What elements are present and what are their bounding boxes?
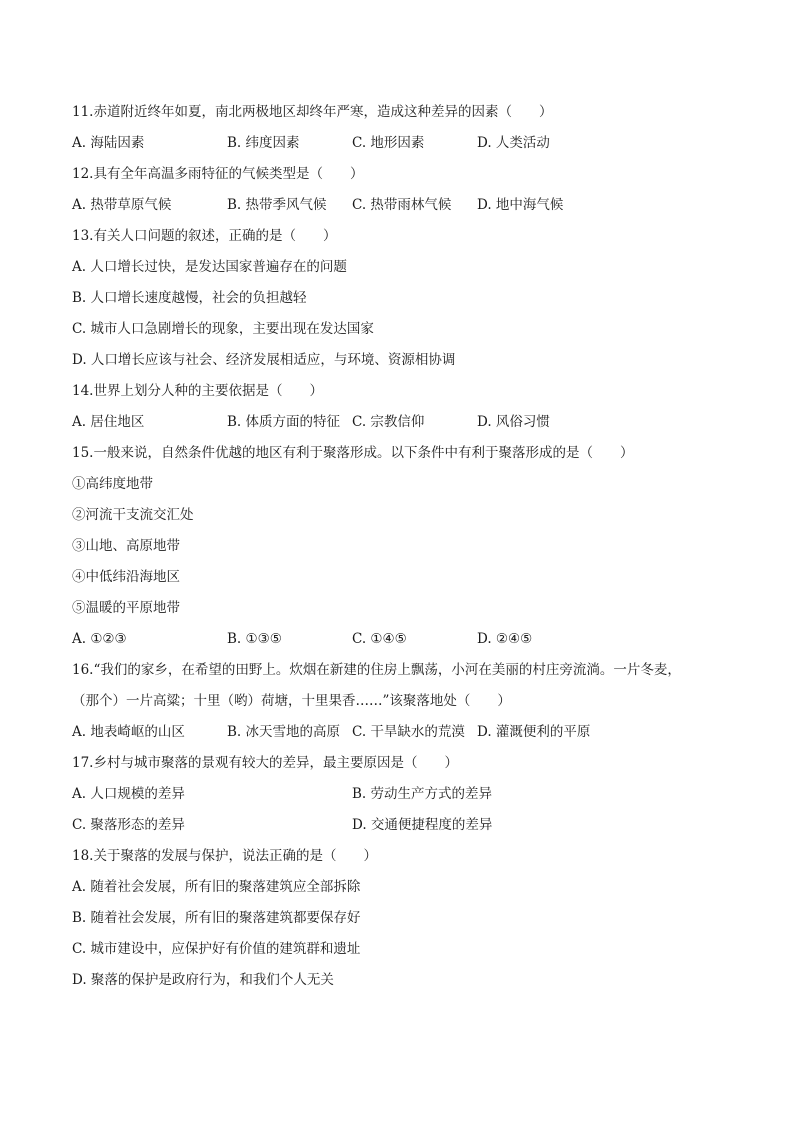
question-15-option-c: C. ①④⑤ — [352, 631, 407, 647]
question-11-stem: 11.赤道附近终年如夏，南北两极地区却终年严寒，造成这种差异的因素（ ） — [72, 104, 553, 120]
question-12-stem: 12.具有全年高温多雨特征的气候类型是（ ） — [72, 166, 364, 182]
question-13-option-d: D. 人口增长应该与社会、经济发展相适应，与环境、资源相协调 — [72, 352, 456, 368]
question-13-option-c: C. 城市人口急剧增长的现象，主要出现在发达国家 — [72, 321, 374, 337]
question-15-item-1: ①高纬度地带 — [72, 476, 153, 492]
question-17-option-c: C. 聚落形态的差异 — [72, 817, 185, 833]
question-16-stem-continued: （那个）一片高粱；十里（哟）荷塘，十里果香……”该聚落地处（ ） — [72, 693, 511, 709]
question-15-option-b: B. ①③⑤ — [227, 631, 282, 647]
question-18-option-a: A. 随着社会发展，所有旧的聚落建筑应全部拆除 — [72, 879, 361, 895]
question-11-option-c: C. 地形因素 — [352, 135, 425, 151]
question-12-option-b: B. 热带季风气候 — [227, 197, 327, 213]
question-14-option-b: B. 体质方面的特征 — [227, 414, 341, 430]
question-16-option-b: B. 冰天雪地的高原 — [227, 724, 341, 740]
question-15-options — [72, 624, 732, 655]
question-12-option-c: C. 热带雨林气候 — [352, 197, 452, 213]
question-15-stem: 15.一般来说，自然条件优越的地区有利于聚落形成。以下条件中有利于聚落形成的是（ ） — [72, 445, 634, 461]
question-16-stem: 16.“我们的家乡，在希望的田野上。炊烟在新建的住房上飘荡，小河在美丽的村庄旁流淌。一片冬麦， — [72, 662, 681, 678]
question-13-stem: 13.有关人口问题的叙述，正确的是（ ） — [72, 228, 337, 244]
question-16-option-a: A. 地表崎岖的山区 — [72, 724, 185, 740]
question-18-option-d: D. 聚落的保护是政府行为，和我们个人无关 — [72, 972, 334, 988]
question-15-item-4: ④中低纬沿海地区 — [72, 569, 180, 585]
question-17-option-d: D. 交通便捷程度的差异 — [352, 817, 493, 833]
question-18-option-b: B. 随着社会发展，所有旧的聚落建筑都要保存好 — [72, 910, 361, 926]
question-12-options — [72, 190, 732, 221]
question-11-option-b: B. 纬度因素 — [227, 135, 300, 151]
question-15-option-d: D. ②④⑤ — [477, 631, 533, 647]
question-17-stem: 17.乡村与城市聚落的景观有较大的差异，最主要原因是（ ） — [72, 755, 458, 771]
exam-page — [72, 97, 732, 996]
question-17-option-a: A. 人口规模的差异 — [72, 786, 185, 802]
question-16-option-d: D. 灌溉便利的平原 — [477, 724, 591, 740]
question-14-option-c: C. 宗教信仰 — [352, 414, 425, 430]
question-17-options-row-2 — [72, 810, 732, 841]
question-15-item-2: ②河流干支流交汇处 — [72, 507, 194, 523]
question-11-option-a: A. 海陆因素 — [72, 135, 145, 151]
question-11-option-d: D. 人类活动 — [477, 135, 550, 151]
question-18-option-c: C. 城市建设中，应保护好有价值的建筑群和遗址 — [72, 941, 361, 957]
question-13-option-b: B. 人口增长速度越慢，社会的负担越轻 — [72, 290, 307, 306]
question-15-item-3: ③山地、高原地带 — [72, 538, 180, 554]
question-12-option-a: A. 热带草原气候 — [72, 197, 172, 213]
question-14-option-d: D. 风俗习惯 — [477, 414, 550, 430]
question-12-option-d: D. 地中海气候 — [477, 197, 564, 213]
question-17-options-row-1 — [72, 779, 732, 810]
question-13-option-a: A. 人口增长过快，是发达国家普遍存在的问题 — [72, 259, 347, 275]
question-14-options — [72, 407, 732, 438]
question-16-option-c: C. 干旱缺水的荒漠 — [352, 724, 465, 740]
question-15-item-5: ⑤温暖的平原地带 — [72, 600, 180, 616]
question-14-option-a: A. 居住地区 — [72, 414, 145, 430]
question-14-stem: 14.世界上划分人种的主要依据是（ ） — [72, 383, 323, 399]
question-16-options — [72, 717, 732, 748]
question-18-stem: 18.关于聚落的发展与保护，说法正确的是（ ） — [72, 848, 377, 864]
question-11-options — [72, 128, 732, 159]
question-15-option-a: A. ①②③ — [72, 631, 127, 647]
question-17-option-b: B. 劳动生产方式的差异 — [352, 786, 493, 802]
